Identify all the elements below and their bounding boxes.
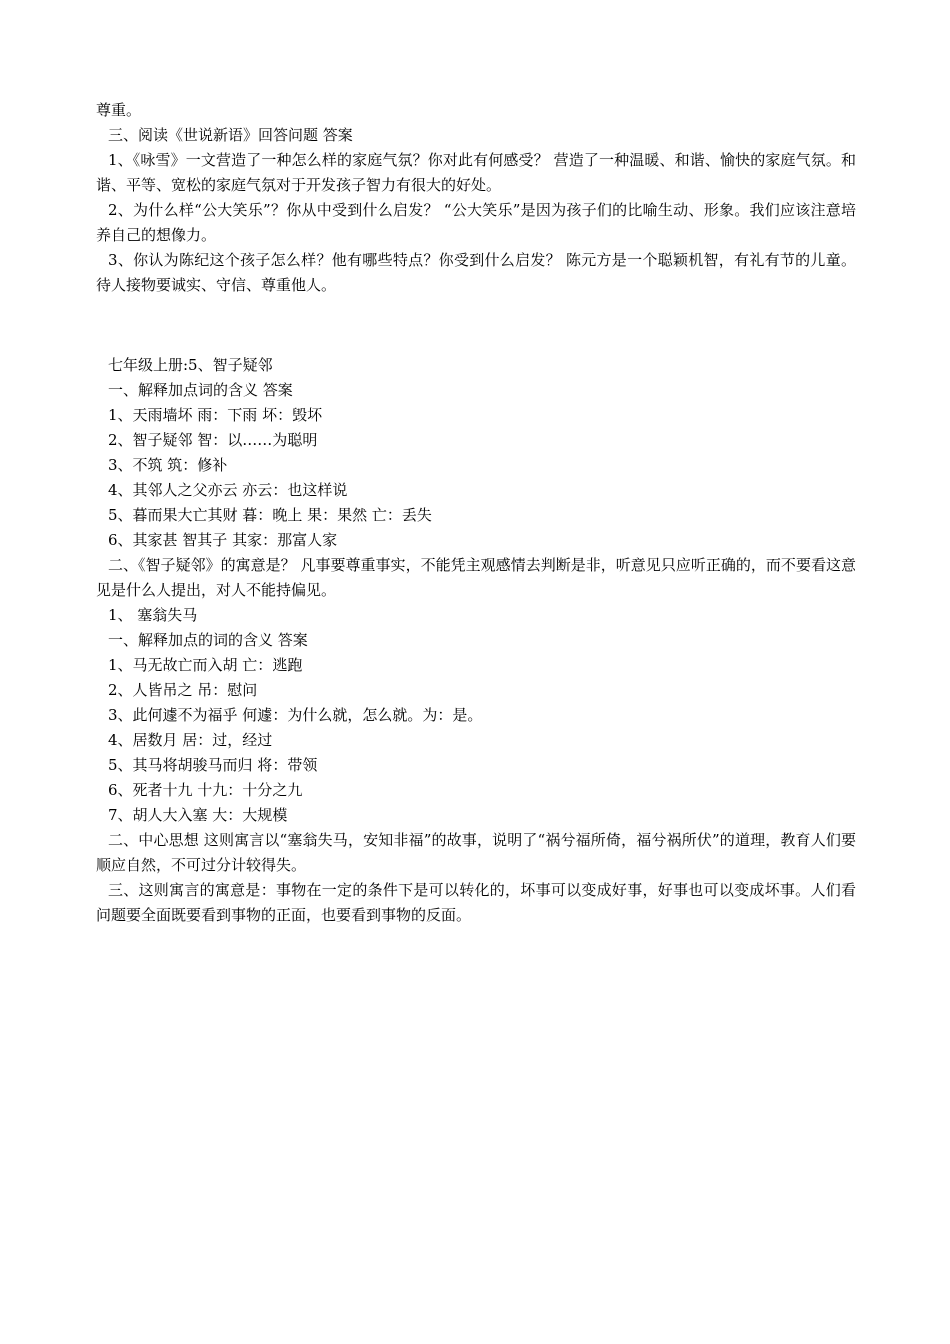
- paragraph: 5、其马将胡骏马而归 将：带领: [108, 756, 318, 774]
- paragraph: 尊重。: [96, 101, 142, 119]
- paragraph: 1、《咏雪》一文营造了一种怎么样的家庭气氛？你对此有何感受？ 营造了一种温暖、和谐、愉快的家庭气氛。和谐、平等、宽松的家庭气氛对于开发孩子智力有很大的好处。: [96, 151, 856, 194]
- paragraph: 二、《智子疑邻》的寓意是？ 凡事要尊重事实，不能凭主观感情去判断是非，听意见只应听正确的，而不要看这意见是什么人提出，对人不能持偏见。: [96, 556, 856, 599]
- paragraph: 3、不筑 筑：修补: [108, 456, 228, 474]
- paragraph: 5、暮而果大亡其财 暮：晚上 果：果然 亡：丢失: [108, 506, 432, 524]
- paragraph: 1、马无故亡而入胡 亡：逃跑: [108, 656, 303, 674]
- paragraph: 6、死者十九 十九：十分之九: [108, 781, 303, 799]
- paragraph: 4、其邻人之父亦云 亦云：也这样说: [108, 481, 348, 499]
- paragraph: 7、胡人大入塞 大：大规模: [108, 806, 288, 824]
- paragraph: 4、居数月 居：过，经过: [108, 731, 273, 749]
- paragraph: 2、为什么样“公大笑乐”？你从中受到什么启发？ “公大笑乐”是因为孩子们的比喻生动、形象。我们应该注意培养自己的想像力。: [96, 201, 856, 244]
- paragraph: 1、 塞翁失马: [108, 606, 198, 624]
- paragraph: 6、其家甚 智其子 其家：那富人家: [108, 531, 338, 549]
- paragraph: 1、天雨墙坏 雨：下雨 坏：毁坏: [108, 406, 323, 424]
- paragraph: 一、解释加点的词的含义 答案: [108, 631, 308, 649]
- paragraph: 3、你认为陈纪这个孩子怎么样？他有哪些特点？你受到什么启发？ 陈元方是一个聪颖机智，有礼有节的儿童。待人接物要诚实、守信、尊重他人。: [96, 251, 856, 294]
- paragraph-gap: [96, 313, 856, 338]
- document-page: [96, 98, 856, 928]
- paragraph: 三、阅读《世说新语》回答问题 答案: [108, 126, 353, 144]
- paragraph: 七年级上册:5、智子疑邻: [108, 356, 273, 374]
- paragraph: 2、智子疑邻 智：以……为聪明: [108, 431, 318, 449]
- paragraph: 3、此何遽不为福乎 何遽：为什么就，怎么就。为：是。: [108, 706, 483, 724]
- paragraph: 二、中心思想 这则寓言以“塞翁失马，安知非福”的故事，说明了“祸兮福所倚，福兮祸所伏”的道理，教育人们要顺应自然，不可过分计较得失。: [96, 831, 856, 874]
- paragraph: 一、解释加点词的含义 答案: [108, 381, 293, 399]
- paragraph: 2、人皆吊之 吊：慰问: [108, 681, 258, 699]
- paragraph: 三、这则寓言的寓意是：事物在一定的条件下是可以转化的，坏事可以变成好事，好事也可以变成坏事。人们看问题要全面既要看到事物的正面，也要看到事物的反面。: [96, 881, 856, 924]
